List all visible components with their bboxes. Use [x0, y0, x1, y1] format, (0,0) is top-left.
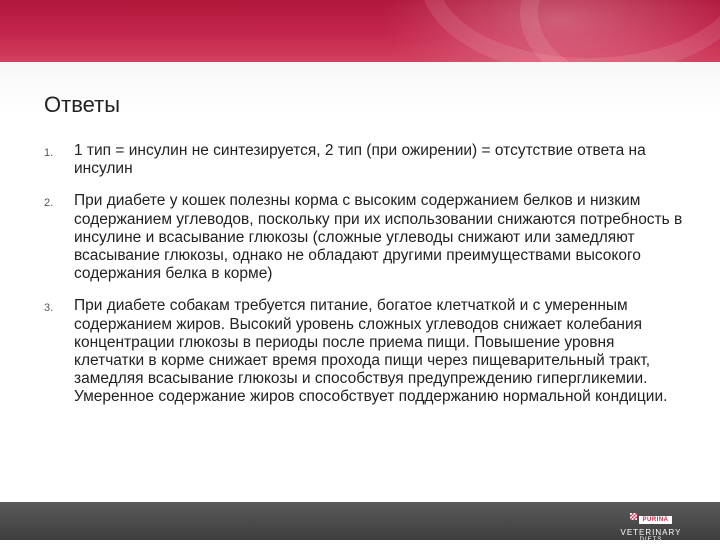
checkerboard-icon [630, 513, 637, 520]
list-item-number: 1. [44, 147, 54, 159]
list-item-text: 1 тип = инсулин не синтезируется, 2 тип (при ожирении) = отсутствие ответа на инсулин [74, 142, 646, 178]
footer-bar [0, 502, 720, 543]
list-item-text: При диабете собакам требуется питание, богатое клетчаткой и с умеренным содержанием жиров. Высокий уровень сложных углеводов снижает колебания концентрации глюкозы в периоды после приема пищи. Повышение уровня клетчатки в корме снижает время прохода пищи через пищеварительный тракт, замедляя всасывание глюкозы и способствуя предупреждению гипергликемии. Умеренное содержание жиров способствует поддержанию нормальной кондиции. [74, 297, 668, 406]
slide-title: Ответы [44, 92, 121, 117]
header-banner [0, 0, 720, 62]
logo-line2: DIETS [639, 537, 663, 543]
list-item-number: 3. [44, 302, 54, 315]
list-item-number: 2. [44, 197, 54, 210]
list-item [44, 142, 684, 178]
list-item [44, 297, 684, 406]
purina-veterinary-diets-logo [616, 508, 686, 543]
list-item [44, 192, 684, 283]
logo-line1: VETERINARY [620, 528, 682, 537]
list-item-text: При диабете у кошек полезны корма с высоким содержанием белков и низким содержанием углеводов, поскольку при их использовании снижаются потребность в инсулине и всасывание глюкозы (сложные углеводы снижают или замедляют всасывание глюкозы, однако не обладают другими преимуществами высокого содержания белка в корме) [74, 192, 683, 283]
banner-swirl [520, 0, 720, 62]
logo-brand: PURINA [639, 516, 671, 524]
answer-list [44, 142, 684, 421]
